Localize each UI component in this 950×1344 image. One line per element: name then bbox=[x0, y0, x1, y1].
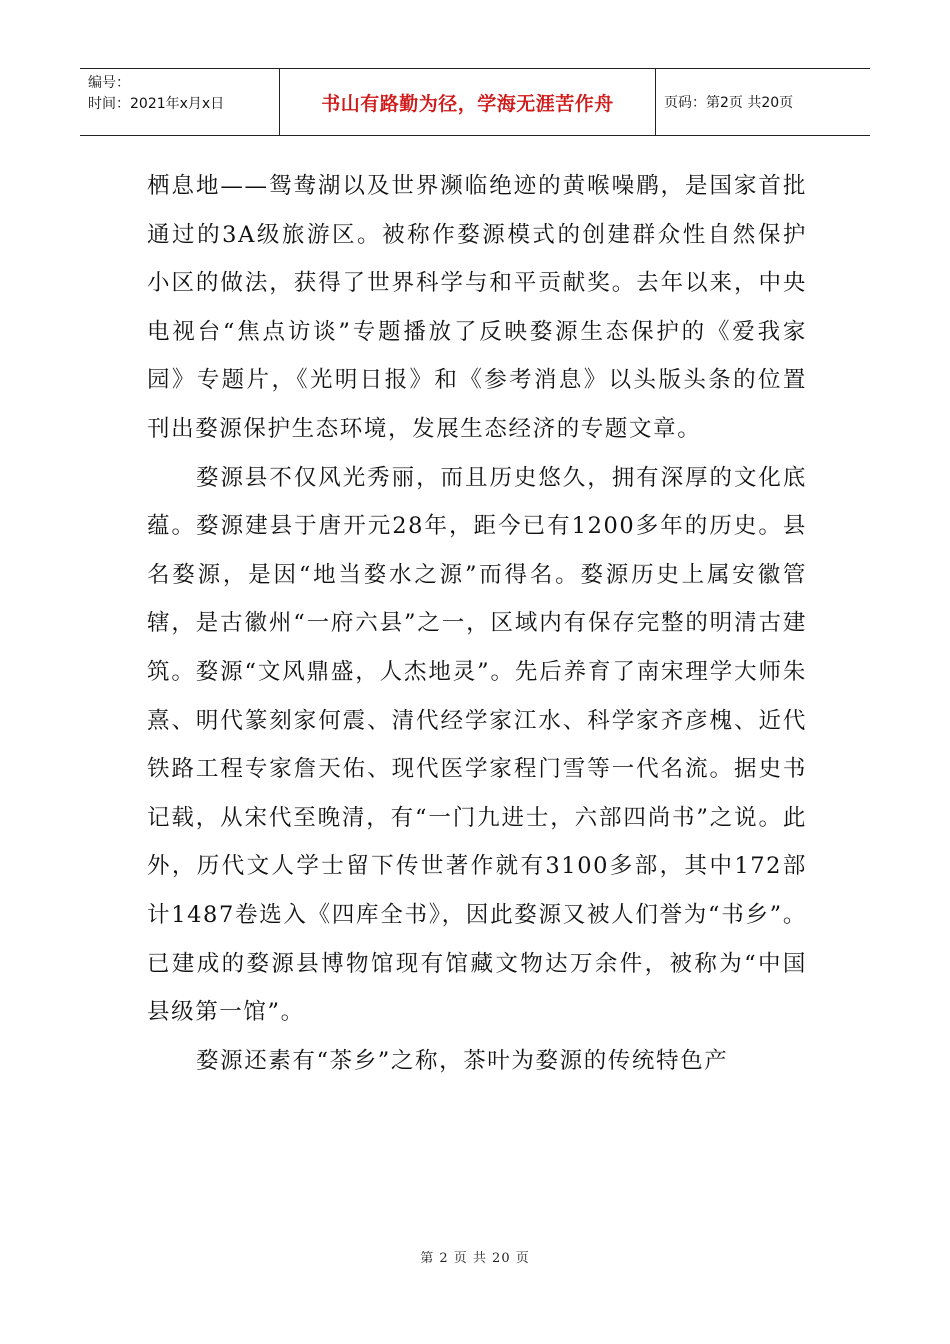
document-time-label: 时间：2021年x月x日 bbox=[88, 96, 225, 112]
body-paragraph-2: 婺源县不仅风光秀丽，而且历史悠久，拥有深厚的文化底蕴。婺源建县于唐开元28年，距今已有1200多年的历史。县名婺源，是因“地当婺水之源”而得名。婺源历史上属安徽管辖，是古徽州“一府六县”之一，区域内有保存完整的明清古建筑。婺源“文风鼎盛，人杰地灵”。先后养育了南宋理学大师朱熹、明代篆刻家何震、清代经学家江水、科学家齐彦槐、近代铁路工程专家詹天佑、现代医学家程门雪等一代名流。据史书记载，从宋代至晚清，有“一门九进士，六部四尚书”之说。此外，历代文人学士留下传世著作就有3100多部，其中172部计1487卷选入《四库全书》，因此婺源又被人们誉为“书乡”。已建成的婺源县博物馆现有馆藏文物达万余件，被称为“中国县级第一馆”。 bbox=[147, 464, 807, 1026]
document-number-label: 编号： bbox=[88, 75, 130, 91]
header-motto-cell bbox=[280, 69, 656, 135]
body-paragraph-3: 婺源还素有“茶乡”之称，茶叶为婺源的传统特色产 bbox=[196, 1047, 729, 1074]
header-page-number: 页码：第2页 共20页 bbox=[664, 95, 794, 111]
header-meta bbox=[80, 69, 280, 135]
page-footer: 第 2 页 共 20 页 bbox=[420, 1251, 530, 1266]
document-body bbox=[147, 162, 807, 1085]
header-page-cell bbox=[656, 69, 870, 135]
body-paragraph-1: 栖息地——鸳鸯湖以及世界濒临绝迹的黄喉噪鹛，是国家首批通过的3A级旅游区。被称作婺源模式的创建群众性自然保护小区的做法，获得了世界科学与和平贡献奖。去年以来，中央电视台“焦点访谈”专题播放了反映婺源生态保护的《爱我家园》专题片，《光明日报》和《参考消息》以头版头条的位置刊出婺源保护生态环境，发展生态经济的专题文章。 bbox=[147, 173, 807, 442]
page-header bbox=[80, 68, 870, 136]
header-motto: 书山有路勤为径，学海无涯苦作舟 bbox=[321, 92, 614, 115]
